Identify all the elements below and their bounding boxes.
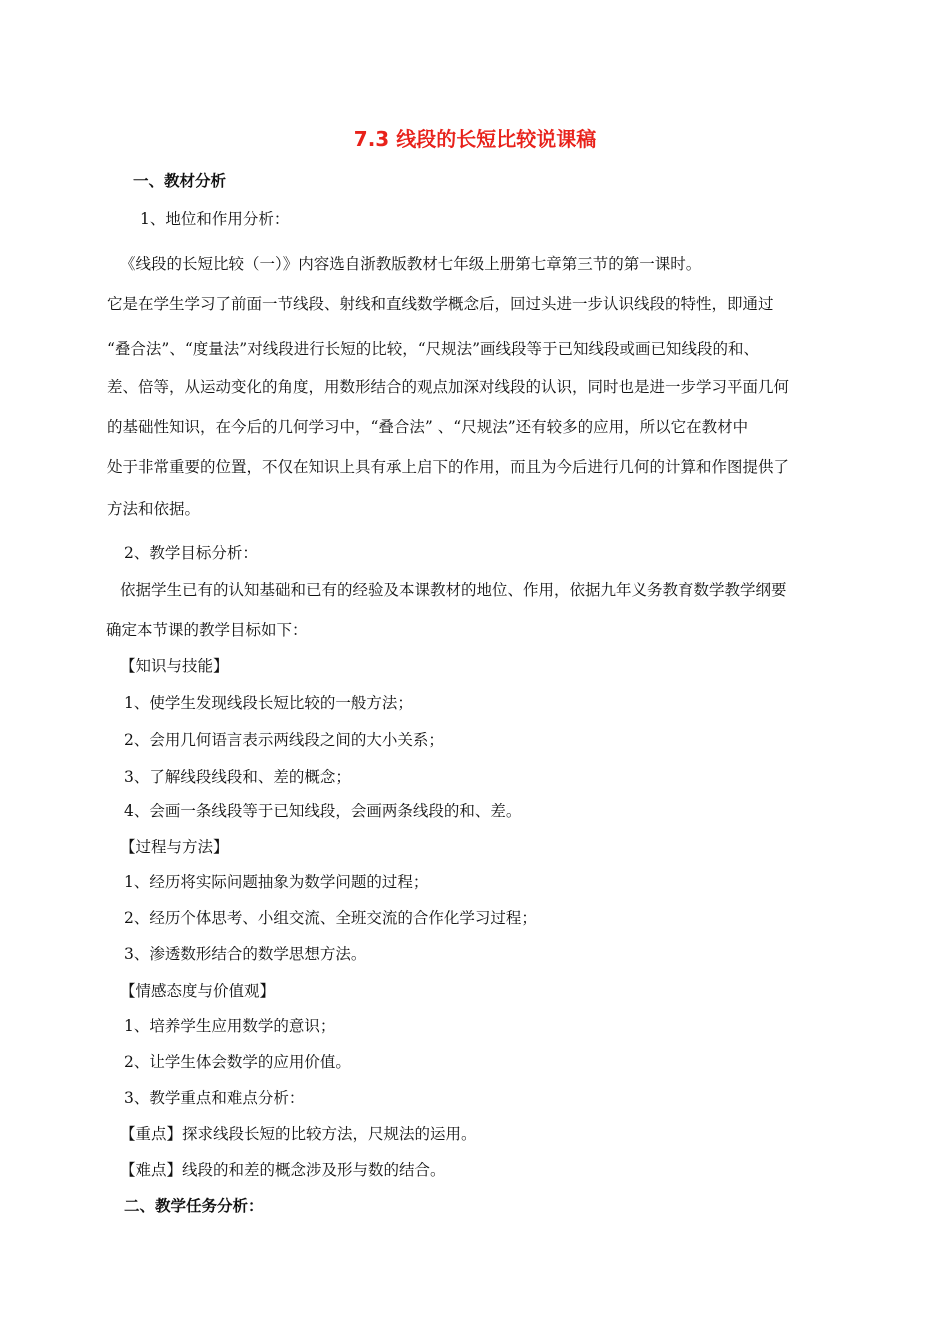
goal-item: 3、了解线段线段和、差的概念；: [124, 768, 351, 786]
goal-category-process: 【过程与方法】: [120, 838, 229, 856]
goal-item: 2、让学生体会数学的应用价值。: [124, 1053, 351, 1071]
key-point: 【重点】探求线段长短的比较方法，尺规法的运用。: [120, 1125, 477, 1143]
paragraph-line: 它是在学生学习了前面一节线段、射线和直线数学概念后，回过头进一步认识线段的特性，即通过: [107, 295, 774, 313]
paragraph-line: 确定本节课的教学目标如下：: [106, 621, 308, 639]
goal-item: 1、经历将实际问题抽象为数学问题的过程；: [124, 873, 429, 891]
paragraph-line: “叠合法”、“度量法”对线段进行长短的比较，“尺规法”画线段等于已知线段或画已知线段的和、: [107, 340, 760, 358]
subheading-position-role: 1、地位和作用分析：: [140, 210, 290, 228]
paragraph-line: 依据学生已有的认知基础和已有的经验及本课教材的地位、作用，依据九年义务教育数学教学纲要: [120, 581, 787, 599]
paragraph-line: 处于非常重要的位置，不仅在知识上具有承上启下的作用，而且为今后进行几何的计算和作图提供了: [107, 458, 790, 476]
subheading-key-difficult-points: 3、教学重点和难点分析：: [124, 1089, 305, 1107]
section-heading-textbook-analysis: 一、教材分析: [133, 172, 227, 190]
difficult-point: 【难点】线段的和差的概念涉及形与数的结合。: [120, 1161, 446, 1179]
goal-item: 4、会画一条线段等于已知线段，会画两条线段的和、差。: [124, 802, 522, 820]
goal-item: 2、经历个体思考、小组交流、全班交流的合作化学习过程；: [124, 909, 537, 927]
paragraph-line: 的基础性知识，在今后的几何学习中，“叠合法” 、“尺规法”还有较多的应用，所以它在教材中: [107, 418, 749, 436]
paragraph-content-source: 《线段的长短比较（一）》内容选自浙教版教材七年级上册第七章第三节的第一课时。: [120, 255, 702, 273]
paragraph-line: 方法和依据。: [107, 500, 201, 518]
goal-item: 1、使学生发现线段长短比较的一般方法；: [124, 694, 413, 712]
section-heading-task-analysis: 二、教学任务分析：: [124, 1197, 264, 1215]
subheading-teaching-goals: 2、教学目标分析：: [124, 544, 258, 562]
goal-item: 1、培养学生应用数学的意识；: [124, 1017, 336, 1035]
goal-category-knowledge: 【知识与技能】: [120, 657, 229, 675]
goal-item: 2、会用几何语言表示两线段之间的大小关系；: [124, 731, 444, 749]
paragraph-line: 差、倍等，从运动变化的角度，用数形结合的观点加深对线段的认识，同时也是进一步学习平面几何: [107, 378, 790, 396]
goal-item: 3、渗透数形结合的数学思想方法。: [124, 945, 367, 963]
document-title: 7.3 线段的长短比较说课稿: [353, 127, 597, 151]
goal-category-emotion: 【情感态度与价值观】: [120, 982, 276, 1000]
